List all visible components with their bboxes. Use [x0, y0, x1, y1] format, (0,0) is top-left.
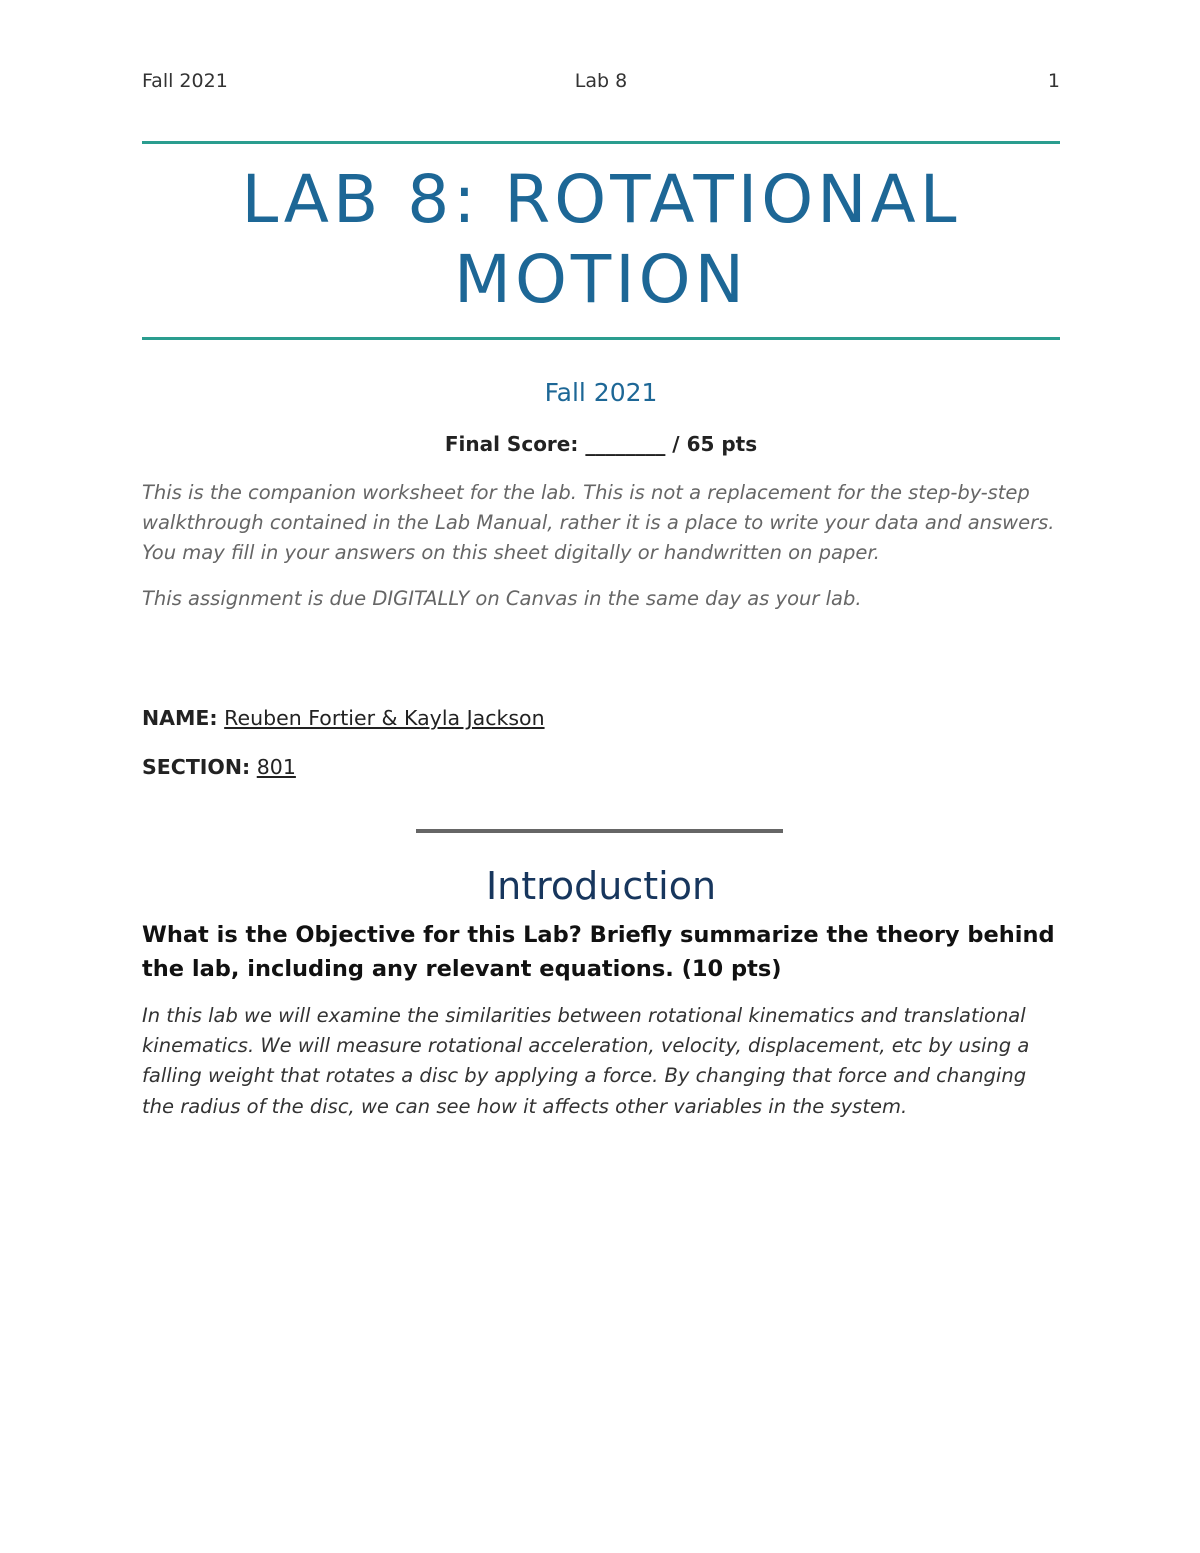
- header-lab: Lab 8: [574, 70, 628, 92]
- section-value: 801: [256, 755, 296, 779]
- name-field: [142, 706, 545, 730]
- name-label: NAME:: [142, 706, 218, 730]
- name-value: Reuben Fortier & Kayla Jackson: [224, 706, 545, 730]
- final-score-blank: ________: [585, 432, 666, 456]
- final-score: [142, 432, 1060, 456]
- subtitle-term: Fall 2021: [544, 378, 658, 407]
- section-field: [142, 755, 296, 779]
- objective-answer: In this lab we will examine the similarities between rotational kinematics and translational kinematics. We will measure rotational acceleration, velocity, displacement, etc by using a falling weight that rotates a disc by applying a force. By changing that force and changing the radius of the disc, we can see how it affects other variables in the system.: [142, 1004, 1030, 1118]
- page-title-line2: MOTION: [454, 241, 748, 318]
- final-score-label: Final Score:: [444, 432, 579, 456]
- instructions-paragraph-2: This assignment is due DIGITALLY on Canvas in the same day as your lab.: [142, 587, 862, 610]
- section-label: SECTION:: [142, 755, 251, 779]
- section-divider: [416, 829, 783, 833]
- introduction-heading: Introduction: [485, 864, 717, 908]
- final-score-total: / 65 pts: [672, 432, 758, 456]
- page-title-line1: LAB 8: ROTATIONAL: [241, 161, 961, 238]
- header-term: Fall 2021: [142, 70, 228, 92]
- instructions: [142, 478, 1060, 630]
- header-page-number: 1: [1047, 70, 1060, 92]
- objective-question: What is the Objective for this Lab? Briefly summarize the theory behind the lab, including any relevant equations. (10 pts): [142, 922, 1055, 982]
- title-top-rule: [142, 141, 1060, 144]
- instructions-paragraph-1: This is the companion worksheet for the lab. This is not a replacement for the step-by-step walkthrough contained in the Lab Manual, rather it is a place to write your data and answers. You may fill in your answers on this sheet digitally or handwritten on paper.: [142, 481, 1055, 564]
- page-title: [142, 160, 1060, 320]
- page-header: [142, 70, 1060, 100]
- title-bottom-rule: [142, 337, 1060, 340]
